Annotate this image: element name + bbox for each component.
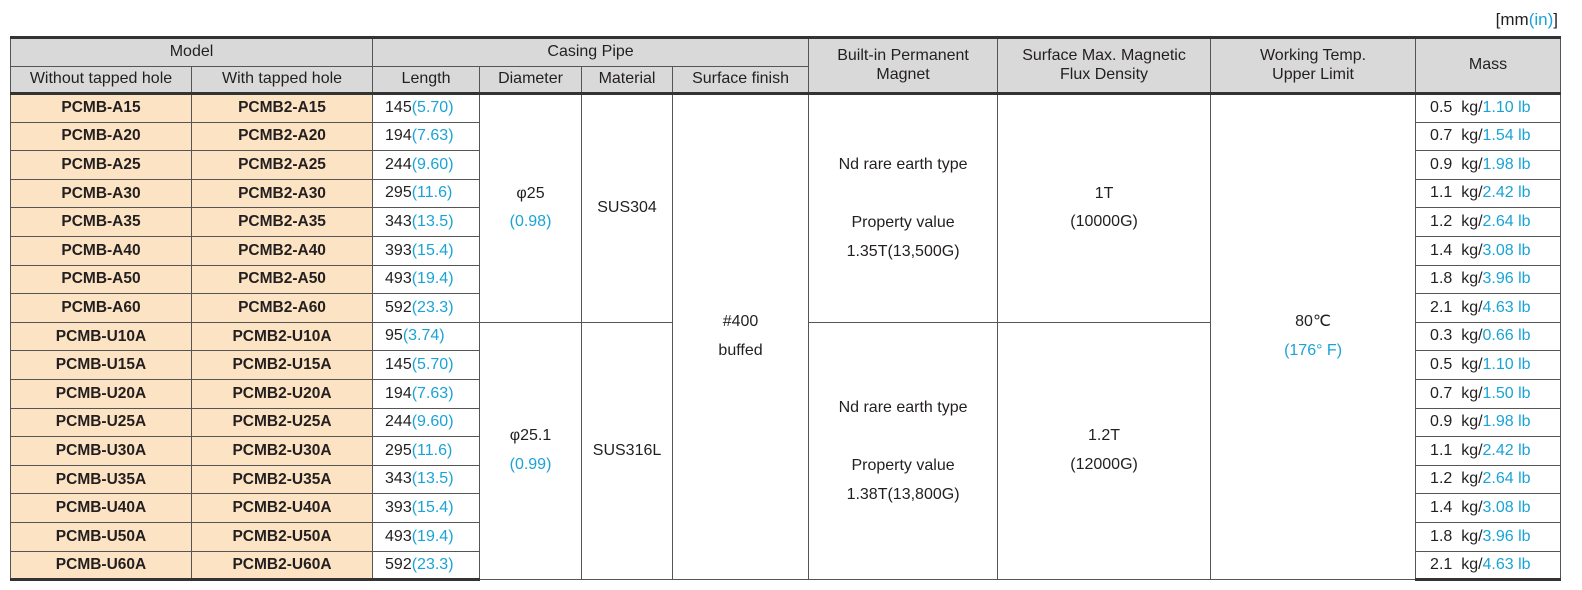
mass-cell: 0.5 kg/1.10 lb bbox=[1416, 94, 1561, 123]
length-cell: 194(7.63) bbox=[373, 379, 480, 408]
mass-cell: 2.1 kg/4.63 lb bbox=[1416, 551, 1561, 580]
header-surface-finish: Surface finish bbox=[673, 67, 809, 94]
magnet-cell: Nd rare earth type Property value 1.35T(13,500G) bbox=[809, 94, 998, 323]
header-working-temp: Working Temp. Upper Limit bbox=[1211, 38, 1416, 94]
model-with-tapped-hole: PCMB2-A20 bbox=[192, 122, 373, 151]
length-cell: 493(19.4) bbox=[373, 265, 480, 294]
model-without-tapped-hole: PCMB-U15A bbox=[11, 351, 192, 380]
length-cell: 95(3.74) bbox=[373, 322, 480, 351]
header-model: Model bbox=[11, 38, 373, 67]
header-material: Material bbox=[582, 67, 673, 94]
mass-cell: 1.1 kg/2.42 lb bbox=[1416, 179, 1561, 208]
model-with-tapped-hole: PCMB2-U60A bbox=[192, 551, 373, 580]
length-cell: 194(7.63) bbox=[373, 122, 480, 151]
mass-cell: 0.7 kg/1.54 lb bbox=[1416, 122, 1561, 151]
magnet-cell: Nd rare earth type Property value 1.38T(13,800G) bbox=[809, 322, 998, 579]
length-cell: 493(19.4) bbox=[373, 522, 480, 551]
model-without-tapped-hole: PCMB-A40 bbox=[11, 236, 192, 265]
header-mass: Mass bbox=[1416, 38, 1561, 94]
mass-cell: 0.3 kg/0.66 lb bbox=[1416, 322, 1561, 351]
model-without-tapped-hole: PCMB-A50 bbox=[11, 265, 192, 294]
mass-cell: 1.4 kg/3.08 lb bbox=[1416, 236, 1561, 265]
model-without-tapped-hole: PCMB-A25 bbox=[11, 151, 192, 180]
model-without-tapped-hole: PCMB-U40A bbox=[11, 494, 192, 523]
flux-density-cell: 1.2T (12000G) bbox=[998, 322, 1211, 579]
header-flux-density: Surface Max. Magnetic Flux Density bbox=[998, 38, 1211, 94]
diameter-cell: φ25 (0.98) bbox=[480, 94, 582, 323]
mass-cell: 1.1 kg/2.42 lb bbox=[1416, 437, 1561, 466]
length-cell: 393(15.4) bbox=[373, 494, 480, 523]
mass-cell: 2.1 kg/4.63 lb bbox=[1416, 294, 1561, 323]
mass-cell: 1.2 kg/2.64 lb bbox=[1416, 465, 1561, 494]
length-cell: 145(5.70) bbox=[373, 351, 480, 380]
unit-note-close: ] bbox=[1553, 10, 1558, 29]
model-with-tapped-hole: PCMB2-U50A bbox=[192, 522, 373, 551]
model-with-tapped-hole: PCMB2-A30 bbox=[192, 179, 373, 208]
header-magnet: Built-in Permanent Magnet bbox=[809, 38, 998, 94]
model-with-tapped-hole: PCMB2-A60 bbox=[192, 294, 373, 323]
header-without-tapped-hole: Without tapped hole bbox=[11, 67, 192, 94]
model-without-tapped-hole: PCMB-U20A bbox=[11, 379, 192, 408]
model-with-tapped-hole: PCMB2-U20A bbox=[192, 379, 373, 408]
model-without-tapped-hole: PCMB-A60 bbox=[11, 294, 192, 323]
spec-table-body bbox=[11, 94, 1561, 580]
unit-note bbox=[1496, 10, 1558, 30]
model-with-tapped-hole: PCMB2-U25A bbox=[192, 408, 373, 437]
mass-cell: 1.2 kg/2.64 lb bbox=[1416, 208, 1561, 237]
length-cell: 592(23.3) bbox=[373, 294, 480, 323]
spec-table bbox=[10, 36, 1561, 581]
model-without-tapped-hole: PCMB-U25A bbox=[11, 408, 192, 437]
model-with-tapped-hole: PCMB2-U15A bbox=[192, 351, 373, 380]
length-cell: 592(23.3) bbox=[373, 551, 480, 580]
header-diameter: Diameter bbox=[480, 67, 582, 94]
flux-density-cell: 1T (10000G) bbox=[998, 94, 1211, 323]
model-without-tapped-hole: PCMB-U50A bbox=[11, 522, 192, 551]
model-with-tapped-hole: PCMB2-U35A bbox=[192, 465, 373, 494]
model-without-tapped-hole: PCMB-A30 bbox=[11, 179, 192, 208]
mass-cell: 1.8 kg/3.96 lb bbox=[1416, 265, 1561, 294]
header-casing-pipe: Casing Pipe bbox=[373, 38, 809, 67]
length-cell: 145(5.70) bbox=[373, 94, 480, 123]
mass-cell: 0.9 kg/1.98 lb bbox=[1416, 151, 1561, 180]
model-without-tapped-hole: PCMB-A35 bbox=[11, 208, 192, 237]
model-with-tapped-hole: PCMB2-A35 bbox=[192, 208, 373, 237]
unit-note-inch: (in) bbox=[1528, 10, 1554, 29]
model-without-tapped-hole: PCMB-U35A bbox=[11, 465, 192, 494]
mass-cell: 0.7 kg/1.50 lb bbox=[1416, 379, 1561, 408]
length-cell: 393(15.4) bbox=[373, 236, 480, 265]
model-with-tapped-hole: PCMB2-U40A bbox=[192, 494, 373, 523]
table-row bbox=[11, 94, 1561, 123]
model-with-tapped-hole: PCMB2-U30A bbox=[192, 437, 373, 466]
model-without-tapped-hole: PCMB-U10A bbox=[11, 322, 192, 351]
length-cell: 244(9.60) bbox=[373, 151, 480, 180]
length-cell: 295(11.6) bbox=[373, 179, 480, 208]
material-cell: SUS304 bbox=[582, 94, 673, 323]
model-without-tapped-hole: PCMB-U30A bbox=[11, 437, 192, 466]
model-with-tapped-hole: PCMB2-A40 bbox=[192, 236, 373, 265]
mass-cell: 1.8 kg/3.96 lb bbox=[1416, 522, 1561, 551]
mass-cell: 0.9 kg/1.98 lb bbox=[1416, 408, 1561, 437]
model-without-tapped-hole: PCMB-A20 bbox=[11, 122, 192, 151]
model-with-tapped-hole: PCMB2-A50 bbox=[192, 265, 373, 294]
length-cell: 343(13.5) bbox=[373, 465, 480, 494]
mass-cell: 0.5 kg/1.10 lb bbox=[1416, 351, 1561, 380]
working-temp-cell: 80℃ (176° F) bbox=[1211, 94, 1416, 580]
unit-note-open: [mm bbox=[1495, 10, 1529, 29]
model-with-tapped-hole: PCMB2-A25 bbox=[192, 151, 373, 180]
header-with-tapped-hole: With tapped hole bbox=[192, 67, 373, 94]
model-without-tapped-hole: PCMB-U60A bbox=[11, 551, 192, 580]
surface-finish-cell: #400 buffed bbox=[673, 94, 809, 580]
length-cell: 343(13.5) bbox=[373, 208, 480, 237]
model-with-tapped-hole: PCMB2-A15 bbox=[192, 94, 373, 123]
length-cell: 244(9.60) bbox=[373, 408, 480, 437]
length-cell: 295(11.6) bbox=[373, 437, 480, 466]
mass-cell: 1.4 kg/3.08 lb bbox=[1416, 494, 1561, 523]
model-with-tapped-hole: PCMB2-U10A bbox=[192, 322, 373, 351]
diameter-cell: φ25.1 (0.99) bbox=[480, 322, 582, 579]
material-cell: SUS316L bbox=[582, 322, 673, 579]
header-length: Length bbox=[373, 67, 480, 94]
model-without-tapped-hole: PCMB-A15 bbox=[11, 94, 192, 123]
